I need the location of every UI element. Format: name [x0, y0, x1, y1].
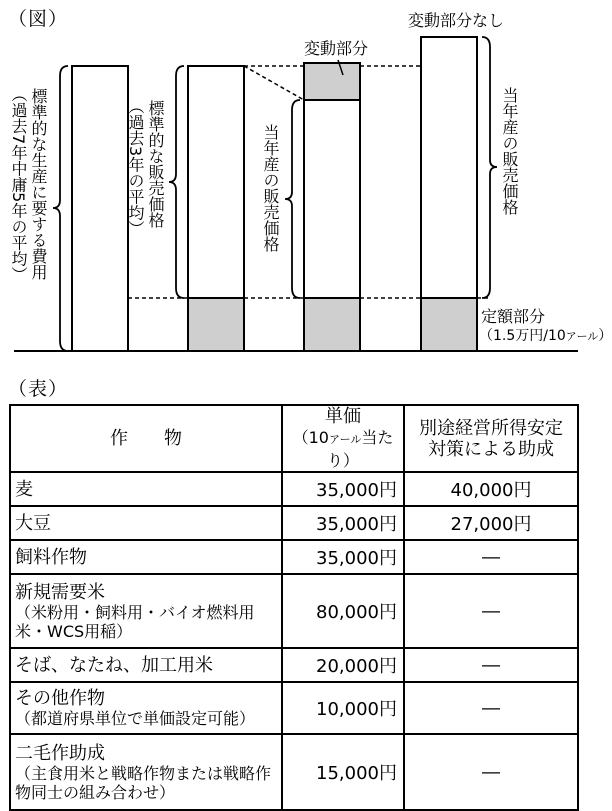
fixed-amount: （1.5万円/10アール）: [479, 328, 612, 344]
bar4-text: 当年産の販売価格: [500, 87, 519, 215]
row-aid: ―: [404, 682, 578, 734]
row-crop: そば、なたね、加工用米: [10, 648, 282, 682]
row-aid: 27,000円: [404, 506, 578, 540]
figure-label: （図）: [8, 8, 69, 30]
row-price: 15,000円: [282, 734, 404, 810]
table-label: （表）: [8, 378, 69, 400]
fixed-segment-3: [305, 298, 359, 350]
table-row: [10, 472, 578, 506]
subsidy-table: [9, 404, 579, 811]
row-price: 20,000円: [282, 648, 404, 682]
table-row: [10, 648, 578, 682]
brace-bar4: [482, 37, 497, 298]
header-unit-price: 単価 （10アール当たり）: [282, 405, 404, 472]
table-row: [10, 734, 578, 810]
fixed-segment-4: [422, 298, 476, 350]
bar3-text: 当年産の販売価格: [261, 124, 280, 252]
left-brace-text: 標準的な生産に要する費用: [29, 88, 48, 280]
header-aid: 別途経営所得安定 対策による助成: [404, 405, 578, 472]
row-aid: ―: [404, 540, 578, 574]
row-price: 35,000円: [282, 540, 404, 574]
table-row: [10, 682, 578, 734]
row-aid: 40,000円: [404, 472, 578, 506]
row-crop: 大豆: [10, 506, 282, 540]
brace-bar3: [285, 100, 300, 298]
table-row: [10, 506, 578, 540]
row-aid: ―: [404, 574, 578, 648]
row-crop: 新規需要米 （米粉用・飼料用・バイオ燃料用米・WCS用稲）: [10, 574, 282, 648]
no-variable-label: 変動部分なし: [408, 11, 505, 30]
brace-left: [53, 66, 68, 351]
bar2-paren: （過去3年の平均）: [126, 98, 145, 237]
row-price: 10,000円: [282, 682, 404, 734]
variable-segment: [304, 63, 360, 100]
row-aid: ―: [404, 648, 578, 682]
left-brace-paren: （過去7年中庸5年の平均）: [9, 86, 28, 283]
row-crop: 二毛作助成 （主食用米と戦略作物または戦略作物同士の組み合わせ）: [10, 734, 282, 810]
bar2-text: 標準的な販売価格: [146, 100, 165, 228]
row-crop: その他作物 （都道府県単位で単価設定可能）: [10, 682, 282, 734]
fixed-segment-2: [189, 298, 243, 350]
row-price: 35,000円: [282, 506, 404, 540]
fixed-label: 定額部分: [481, 307, 546, 326]
bar-production-cost: [72, 66, 128, 351]
row-crop: 飼料作物: [10, 540, 282, 574]
brace-bar2: [169, 66, 184, 298]
table-header-row: [10, 405, 578, 472]
header-crop: 作 物: [10, 405, 282, 472]
table-row: [10, 574, 578, 648]
row-price: 80,000円: [282, 574, 404, 648]
row-aid: ―: [404, 734, 578, 810]
row-price: 35,000円: [282, 472, 404, 506]
table-row: [10, 540, 578, 574]
variable-label: 変動部分: [304, 39, 369, 58]
row-crop: 麦: [10, 472, 282, 506]
